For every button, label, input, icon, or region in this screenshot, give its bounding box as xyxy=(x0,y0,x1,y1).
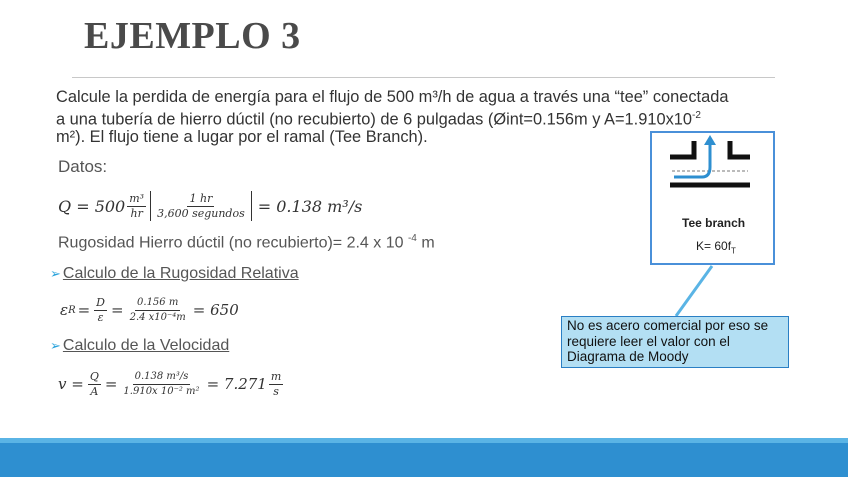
k-value-sub: T xyxy=(731,246,736,256)
eq-rel-lhs: ε xyxy=(60,301,69,319)
eq-rel-rhs: = 650 xyxy=(192,301,239,319)
slide-title: EJEMPLO 3 xyxy=(84,15,301,57)
problem-line-3: m²). El flujo tiene a lugar por el ramal (Tee Branch). xyxy=(56,128,428,147)
conversion-denominator: 3,600 segundos xyxy=(157,206,245,220)
value-numerator: 0.156 m xyxy=(135,296,180,311)
rugosidad-text: Rugosidad Hierro dúctil (no recubierto)= 2.4 x 10 xyxy=(58,234,404,252)
rugosidad-exponent: -4 xyxy=(407,233,417,244)
k-value-text: K= 60f xyxy=(696,239,732,253)
bullet-text: Calculo de la Rugosidad Relativa xyxy=(62,265,299,282)
conversion-numerator: 1 hr xyxy=(189,191,213,205)
eq-rel-sub: R xyxy=(68,304,76,316)
bullet-text: Calculo de la Velocidad xyxy=(62,337,230,354)
bullet-arrow-icon: ➢ xyxy=(50,266,61,281)
velocity-value-denominator: 1.910x 10⁻² m² xyxy=(123,385,200,397)
rugosidad-unit: m xyxy=(421,234,435,252)
datos-label: Datos: xyxy=(58,157,108,176)
value-denominator: 2.4 x10⁻⁴m xyxy=(129,311,186,323)
qa-denominator: A xyxy=(90,384,99,398)
eq-rel-eq2: = xyxy=(111,301,124,319)
velocity-unit-numerator: m xyxy=(270,369,282,383)
unit-denominator: hr xyxy=(130,206,143,220)
qa-numerator: Q xyxy=(89,369,99,383)
exponent: -2 xyxy=(692,109,701,121)
footer-bar xyxy=(0,443,848,477)
unit-numerator: m³ xyxy=(129,191,145,205)
problem-line-1: Calcule la perdida de energía para el flujo de 500 m³/h de agua a través una “tee” conectada xyxy=(56,88,729,106)
eq-v-rhs: = 7.271 xyxy=(206,375,267,393)
eq-v-eq2: = xyxy=(104,375,118,393)
eq-v-lhs: v = xyxy=(58,375,84,393)
ratio-numerator: D xyxy=(96,295,105,309)
bullet-arrow-icon: ➢ xyxy=(50,338,61,353)
ratio-denominator: ε xyxy=(97,310,104,324)
eq-q-lhs: Q = 500 xyxy=(58,196,126,216)
tee-branch-label: Tee branch xyxy=(682,216,746,230)
callout-note: No es acero comercial por eso se requiere leer el valor con el Diagrama de Moody xyxy=(561,316,789,368)
eq-q-rhs: = 0.138 m³/s xyxy=(257,196,363,216)
velocity-unit-denominator: s xyxy=(273,384,279,398)
velocity-value-numerator: 0.138 m³/s xyxy=(133,370,191,385)
problem-line-2: a una tubería de hierro dúctil (no recubierto) de 6 pulgadas (Øint=0.156m y A=1.910x10 xyxy=(56,109,693,128)
eq-rel-eq: = xyxy=(77,301,91,319)
